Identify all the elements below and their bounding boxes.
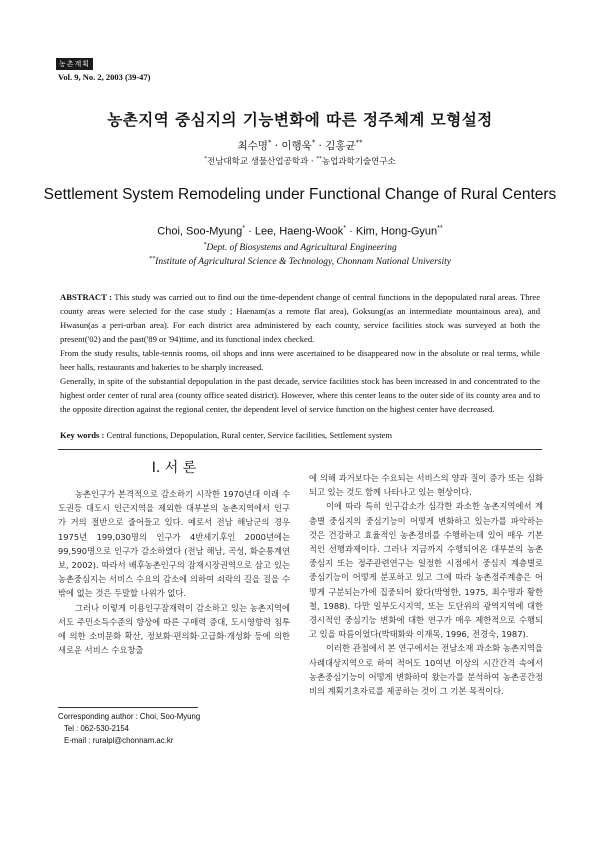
corresponding-author: Corresponding author : Choi, Soo-Myung (58, 712, 201, 721)
author-separator: · (308, 157, 317, 167)
korean-affiliations (0, 155, 600, 167)
korean-title: 농촌지역 중심지의 기능변화에 따른 정주체계 모형설정 (107, 111, 493, 129)
affiliation-mark: * (242, 224, 246, 232)
body-column-left (58, 487, 290, 657)
author-name: 최수명 (237, 140, 268, 152)
affiliation-mark: * (311, 138, 316, 147)
body-paragraph: 농촌인구가 본격적으로 감소하기 시작한 1970년대 이래 수도권등 대도시 인근지역을 제외한 대부분의 농촌지역에서 인구가 거의 절반으로 줄어들고 있다. 예로서 전남 해남군의 경우 1975년 199,030명의 인구가 4반세기후인 2000년에는 99,590명으로 인구가 감소하였다 (전남 해남, 곡성, 화순통계연보, 2002). 따라서 배후농촌인구의 잠재시장권역으로 삼고 있는 농촌중심지는 서비스 수요의 감소에 의하여 쇠락의 길을 걸을 수 밖에 없는 것은 두말할 나위가 없다. (58, 489, 290, 599)
keywords (60, 430, 540, 440)
abstract-paragraph: From the study results, table-tennis rooms, oil shops and inns were ascertained to be disappeared now in the absolute or real terms, while beer halls, restaurants and bakeries to be sharply increased. (60, 348, 540, 372)
affiliation-mark: ** (355, 138, 363, 147)
author-name: Lee, Haeng-Wook (254, 225, 344, 238)
affiliation-text: Dept. of Biosystems and Agricultural Engineering (206, 243, 397, 254)
body-column-right (309, 471, 543, 698)
author-name: 김홍균 (325, 140, 356, 152)
affiliation-mark: * (267, 138, 272, 147)
author-separator: · (315, 140, 326, 152)
abstract-paragraph: Generally, in spite of the substantial depopulation in the past decade, service facilities stock has been increased in and concentrated to the highest order center of rural area (county office seated district). However, where this center leans to the outer side of its county area and to the opposite direction against the regional center, the dependent level of service function on the highest center have decreased. (60, 376, 540, 414)
english-affiliation-2 (0, 256, 600, 267)
abstract-label: ABSTRACT : (60, 292, 112, 302)
affiliation-mark: ** (149, 256, 156, 262)
abstract (60, 290, 540, 416)
english-authors (0, 224, 600, 238)
body-paragraph: 이에 따라 특히 인구감소가 심각한 과소한 농촌지역에서 계층별 중심지의 중심기능이 어떻게 변화하고 있는가를 파악하는 것은 건강하고 효율적인 농촌정비를 수행하는데 있어 매우 기본적인 선행과제이다. 그러나 지금까지 수행되어온 대부분의 농촌중심지 또는 정주관련연구는 일정한 시점에서 중심지 계층별로 중심기능이 어떻게 분포하고 있고 그에 따라 농촌정주계층은 어떻게 구분되는가에 집중되어 왔다(박영한, 1975, 최수명과 황한철, 1988). 다만 일부도시지역, 또는 도단위의 광역지역에 대한 경시적인 중심기능 변화에 대한 연구가 매우 제한적으로 수행되고 있을 따름이었다(박태화와 이재목, 1996, 전경숙, 1987). (309, 501, 543, 640)
keywords-label: Key words : (60, 430, 105, 440)
section-heading: Ⅰ. 서 론 (151, 460, 197, 476)
author-separator: · (271, 140, 282, 152)
abstract-paragraph (60, 290, 540, 346)
affiliation-mark: ** (437, 224, 443, 232)
affiliation-text: 농업과학기술연구소 (321, 157, 396, 167)
volume-line: Vol. 9, No. 2, 2003 (39-47) (58, 72, 151, 82)
keywords-text: Central functions, Depopulation, Rural center, Service facilities, Settlement system (104, 430, 393, 440)
author-separator: · (346, 225, 356, 238)
author-separator: · (245, 225, 255, 238)
journal-badge: 농촌계획 (56, 58, 93, 70)
abstract-text: This study was carried out to find out the time-dependent change of central functions in the depopulated rural areas. Three county areas were selected for the case study ; Haenam(as a remote flat area), Goksung(as an intermediate mountainous area), and Hwasun(as a peri-urban area). For each district area administered by each county, service facilities stock was surveyed at both the present('02) and the past('89 or '94)time, and its functional index checked. (60, 292, 541, 344)
footnote (58, 711, 290, 747)
author-name: Choi, Soo-Myung (157, 225, 243, 238)
english-title: Settlement System Remodeling under Functional Change of Rural Centers (43, 186, 557, 203)
footnote-tel: Tel : 062-530-2154 (64, 724, 130, 733)
affiliation-text: 전남대학교 생물산업공학과 (206, 157, 309, 167)
affiliation-mark: ** (316, 156, 322, 163)
english-affiliation-1 (0, 242, 600, 253)
footnote-email: E-mail : ruralpl@chonnam.ac.kr (64, 736, 174, 745)
body-paragraph: 이러한 관점에서 본 연구에서는 전남소재 과소화 농촌지역을 사례대상지역으로 하여 적어도 10여년 이상의 시간간격 속에서 농촌중심기능이 어떻게 변화하여 왔는가를 분석하여 농촌공간정비의 계획기초자료를 제공하는 것이 그 기본 목적이다. (309, 643, 543, 697)
footnote-divider (58, 707, 198, 708)
section-divider (58, 449, 542, 450)
body-paragraph: 에 의해 과거보다는 수요되는 서비스의 양과 질이 증가 또는 심화되고 있는 것도 함께 나타나고 있는 현상이다. (309, 473, 543, 498)
author-name: Kim, Hong-Gyun (355, 225, 438, 238)
korean-authors (0, 138, 600, 153)
affiliation-mark: * (204, 156, 207, 163)
affiliation-text: Institute of Agricultural Science & Technology, Chonnam National University (155, 257, 451, 268)
affiliation-mark: * (343, 224, 347, 232)
body-paragraph: 그러나 이렇게 이용인구잠재력이 감소하고 있는 농촌지역에서도 주민소득수준의 향상에 따른 구매력 증대, 도시영향력 침투에 의한 소비문화 확산, 정보화·편의화·고급화·개성화 등에 의한 새로운 서비스 수요창출 (58, 602, 290, 656)
author-name: 이행욱 (281, 140, 312, 152)
affiliation-mark: * (203, 242, 207, 248)
